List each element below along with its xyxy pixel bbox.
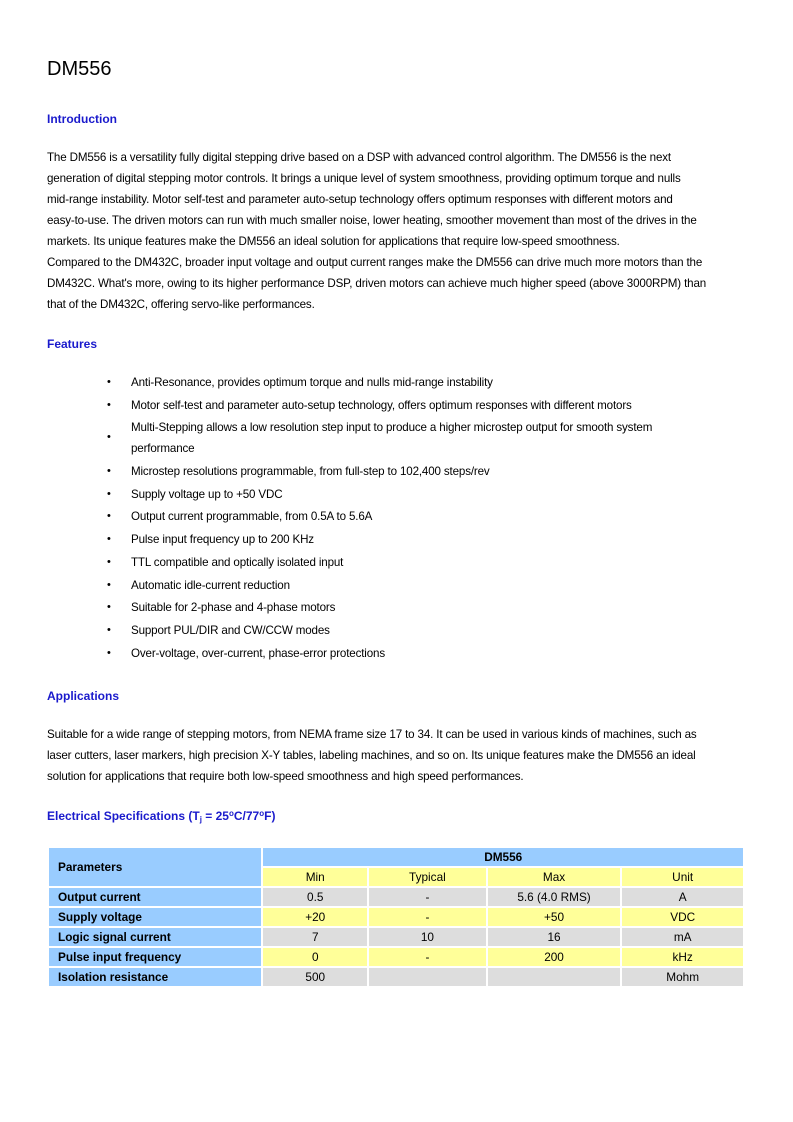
electrical-specifications-table xyxy=(47,846,745,988)
text-line: generation of digital stepping motor controls. It brings a unique level of system smoothness, providing optimum torque and nulls xyxy=(47,172,681,185)
min-value: +20 xyxy=(262,907,368,927)
feature-item xyxy=(0,461,652,482)
model-header: DM556 xyxy=(262,847,744,867)
heading-text: F) xyxy=(264,809,276,823)
text-line: that of the DM432C, offering servo-like performances. xyxy=(47,298,315,311)
table-row xyxy=(48,927,744,947)
electrical-specifications-heading xyxy=(47,809,275,824)
max-value: +50 xyxy=(487,907,622,927)
text-line: easy-to-use. The driven motors can run with much smaller noise, lower heating, smoother movement than most of the drives in the xyxy=(47,214,697,227)
features-list xyxy=(0,372,652,665)
feature-text: TTL compatible and optically isolated input xyxy=(131,555,344,569)
bullet-icon: • xyxy=(107,555,111,568)
introduction-paragraph xyxy=(47,147,752,315)
typical-value xyxy=(368,967,487,987)
text-line: DM432C. What's more, owing to its higher performance DSP, driven motors can achieve much higher speed (above 3000RPM) than xyxy=(47,277,707,290)
feature-item xyxy=(0,620,652,641)
parameter-name: Logic signal current xyxy=(48,927,262,947)
bullet-icon: • xyxy=(107,431,111,444)
feature-item xyxy=(0,484,652,505)
table-row xyxy=(48,907,744,927)
bullet-icon: • xyxy=(107,376,111,388)
min-value: 0 xyxy=(262,947,368,967)
min-value: 0.5 xyxy=(262,887,368,907)
bullet-icon: • xyxy=(107,487,111,500)
typical-value: - xyxy=(368,947,487,967)
feature-text: Over-voltage, over-current, phase-error protections xyxy=(131,646,385,660)
feature-text: Output current programmable, from 0.5A to 5.6A xyxy=(131,510,373,524)
feature-item xyxy=(0,506,652,527)
typical-value: - xyxy=(368,887,487,907)
table-row xyxy=(48,967,744,987)
feature-text: Microstep resolutions programmable, from full-step to 102,400 steps/rev xyxy=(131,465,490,479)
typical-value: - xyxy=(368,907,487,927)
table-row xyxy=(48,947,744,967)
table-header-row xyxy=(48,847,744,867)
heading-text: Electrical Specifications (T xyxy=(47,809,200,823)
parameter-name: Pulse input frequency xyxy=(48,947,262,967)
feature-item xyxy=(0,395,652,416)
heading-text: = 25 xyxy=(201,809,229,823)
unit-value: A xyxy=(621,887,744,907)
max-value: 16 xyxy=(487,927,622,947)
feature-text: performance xyxy=(131,442,195,456)
parameter-name: Output current xyxy=(48,887,262,907)
text-line: Compared to the DM432C, broader input voltage and output current ranges make the DM556 can drive much more motors than the xyxy=(47,256,703,269)
feature-item xyxy=(0,552,652,573)
document-title: DM556 xyxy=(47,58,112,80)
feature-text: Anti-Resonance, provides optimum torque and nulls mid-range instability xyxy=(131,376,493,389)
max-value: 5.6 (4.0 RMS) xyxy=(487,887,622,907)
typical-value: 10 xyxy=(368,927,487,947)
heading-subscript: j xyxy=(199,815,202,824)
feature-item xyxy=(0,417,652,459)
introduction-heading: Introduction xyxy=(47,112,117,126)
feature-item xyxy=(0,529,652,550)
feature-text: Motor self-test and parameter auto-setup technology, offers optimum responses with different motors xyxy=(131,398,632,412)
table-row xyxy=(48,887,744,907)
features-heading: Features xyxy=(47,337,98,351)
feature-item xyxy=(0,643,652,664)
feature-item xyxy=(0,597,652,618)
feature-text: Automatic idle-current reduction xyxy=(131,578,290,592)
bullet-icon: • xyxy=(107,465,111,478)
feature-item xyxy=(0,575,652,596)
degree-symbol: o xyxy=(259,809,265,818)
bullet-icon: • xyxy=(107,601,111,614)
heading-text: C/77 xyxy=(233,809,260,823)
feature-text: Multi-Stepping allows a low resolution step input to produce a higher microstep output for smooth system xyxy=(131,421,653,435)
text-line: mid-range instability. Motor self-test and parameter auto-setup technology offers optimum responses with different motors and xyxy=(47,193,673,206)
bullet-icon: • xyxy=(107,398,111,411)
unit-value: VDC xyxy=(621,907,744,927)
feature-text: Suitable for 2-phase and 4-phase motors xyxy=(131,601,336,615)
text-line: Suitable for a wide range of stepping motors, from NEMA frame size 17 to 34. It can be used in various kinds of machines, such as xyxy=(47,728,697,741)
bullet-icon: • xyxy=(107,533,111,546)
feature-text: Support PUL/DIR and CW/CCW modes xyxy=(131,623,330,637)
max-value xyxy=(487,967,622,987)
unit-value: kHz xyxy=(621,947,744,967)
applications-heading: Applications xyxy=(47,689,120,703)
text-line: The DM556 is a versatility fully digital stepping drive based on a DSP with advanced control algorithm. The DM556 is the next xyxy=(47,151,671,164)
bullet-icon: • xyxy=(107,578,111,591)
unit-value: mA xyxy=(621,927,744,947)
parameter-name: Supply voltage xyxy=(48,907,262,927)
feature-text: Pulse input frequency up to 200 KHz xyxy=(131,533,314,547)
text-line: laser cutters, laser markers, high precision X-Y tables, labeling machines, and so on. Its unique features make the DM556 an ideal xyxy=(47,749,696,762)
max-value: 200 xyxy=(487,947,622,967)
column-header-max: Max xyxy=(487,867,622,887)
bullet-icon: • xyxy=(107,646,111,659)
column-header-typical: Typical xyxy=(368,867,487,887)
parameter-name: Isolation resistance xyxy=(48,967,262,987)
min-value: 500 xyxy=(262,967,368,987)
column-header-min: Min xyxy=(262,867,368,887)
unit-value: Mohm xyxy=(621,967,744,987)
min-value: 7 xyxy=(262,927,368,947)
bullet-icon: • xyxy=(107,623,111,636)
feature-text: Supply voltage up to +50 VDC xyxy=(131,487,283,501)
parameters-header: Parameters xyxy=(48,847,262,887)
text-line: solution for applications that require both low-speed smoothness and high speed performances. xyxy=(47,770,524,783)
degree-symbol: o xyxy=(228,809,234,818)
text-line: markets. Its unique features make the DM556 an ideal solution for applications that require low-speed smoothness. xyxy=(47,235,620,248)
column-header-unit: Unit xyxy=(621,867,744,887)
feature-item xyxy=(0,372,652,393)
applications-paragraph xyxy=(47,724,752,787)
bullet-icon: • xyxy=(107,510,111,523)
